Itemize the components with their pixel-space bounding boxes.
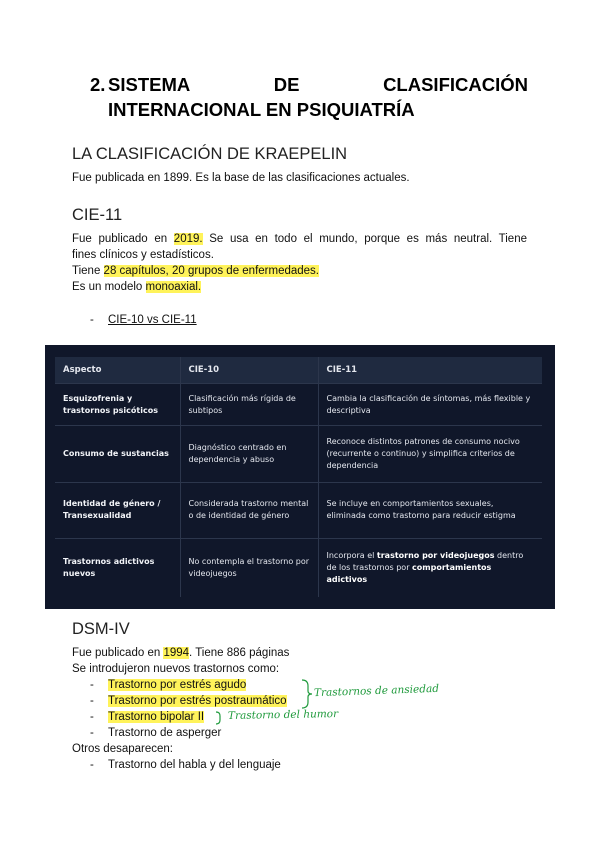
cie11-paragraph-2: Tiene 28 capítulos, 20 grupos de enfermedades.: [72, 265, 319, 277]
dsm-paragraph-3: Otros desaparecen:: [72, 743, 174, 755]
table-row: [55, 426, 542, 482]
table-cell: Consumo de sustancias: [55, 426, 180, 482]
handwritten-brace: [300, 678, 314, 710]
table-header-row: [55, 357, 542, 384]
dsm-heading: DSM-IV: [72, 620, 130, 638]
comparison-table-image: [45, 345, 555, 609]
column-header: Aspecto: [55, 357, 180, 384]
dsm-paragraph-2: Se introdujeron nuevos trastornos como:: [72, 663, 280, 675]
table-cell: Considerada trastorno mental o de identidad de género: [180, 482, 318, 538]
list-item: - Trastorno por estrés postraumático: [90, 695, 287, 707]
cie11-paragraph-1: Fue publicado en 2019. Se usa en todo el mundo, porque es más neutral. Tiene: [72, 233, 527, 245]
table-row: [55, 539, 542, 597]
cie11-heading: CIE-11: [72, 206, 123, 224]
cie11-paragraph-3: Es un modelo monoaxial.: [72, 281, 202, 293]
table-cell: No contempla el trastorno por videojuegos: [180, 539, 318, 597]
kraepelin-heading: LA CLASIFICACIÓN DE KRAEPELIN: [72, 145, 348, 163]
table-cell: Identidad de género / Transexualidad: [55, 482, 180, 538]
column-header: CIE-10: [180, 357, 318, 384]
title-word: DE: [273, 74, 300, 95]
highlight: 2019.: [173, 233, 203, 245]
highlight: monoaxial.: [145, 281, 202, 293]
title-word: CLASIFICACIÓN: [383, 74, 528, 95]
handwritten-bracket: [214, 710, 224, 726]
highlight: 1994: [163, 647, 190, 659]
table-cell: Trastornos adictivos nuevos: [55, 539, 180, 597]
highlight: 28 capítulos, 20 grupos de enfermedades.: [103, 265, 319, 277]
list-item: - CIE-10 vs CIE-11: [90, 314, 197, 326]
kraepelin-text: Fue publicada en 1899. Es la base de las clasificaciones actuales.: [72, 172, 410, 184]
table-cell: Reconoce distintos patrones de consumo nocivo (recurrente o continuo) y simplifica criterios de dependencia: [318, 426, 542, 482]
list-item: - Trastorno bipolar II: [90, 711, 205, 723]
table-cell: Esquizofrenia y trastornos psicóticos: [55, 384, 180, 426]
table-cell: Se incluye en comportamientos sexuales, eliminada como trastorno para reducir estigma: [318, 482, 542, 538]
dsm-paragraph-1: Fue publicado en 1994. Tiene 886 páginas: [72, 647, 290, 659]
table-cell: Cambia la clasificación de síntomas, más flexible y descriptiva: [318, 384, 542, 426]
list-item: - Trastorno por estrés agudo: [90, 679, 247, 691]
comparison-table: [55, 357, 542, 597]
list-item: - Trastorno del habla y del lenguaje: [90, 759, 281, 771]
handwritten-note-mood: Trastorno del humor: [227, 708, 339, 722]
title-word: SISTEMA: [108, 74, 191, 95]
title-line-2: INTERNACIONAL EN PSIQUIATRÍA: [108, 99, 415, 120]
column-header: CIE-11: [318, 357, 542, 384]
table-cell: Diagnóstico centrado en dependencia y abuso: [180, 426, 318, 482]
table-cell: Incorpora el trastorno por videojuegos dentro de los trastornos por comportamientos adictivos: [318, 539, 542, 597]
cie11-paragraph-1b: fines clínicos y estadísticos.: [72, 249, 214, 261]
section-number: 2.: [90, 74, 106, 95]
table-row: [55, 384, 542, 426]
handwritten-note-anxiety: Trastornos de ansiedad: [313, 682, 440, 700]
list-item: - Trastorno de asperger: [90, 727, 222, 739]
table-row: [55, 482, 542, 538]
table-cell: Clasificación más rígida de subtipos: [180, 384, 318, 426]
